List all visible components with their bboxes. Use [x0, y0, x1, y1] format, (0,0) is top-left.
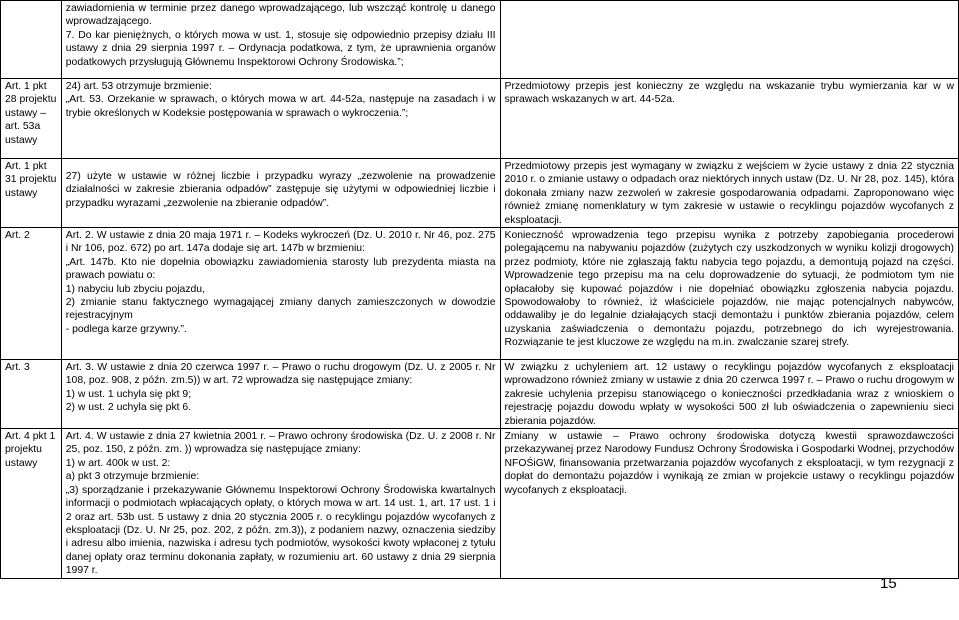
change-paragraph: - podlega karze grzywny.”.	[65, 323, 187, 335]
change-paragraph: Art. 4. W ustawie z dnia 27 kwietnia 2001 r. – Prawo ochrony środowiska (Dz. U. z 2008 r. Nr 25, poz. 150, z późn. zm. )) wprowadza się następujące zmiany:	[65, 431, 496, 456]
change-paragraph: 7. Do kar pieniężnych, o których mowa w ust. 1, stosuje się odpowiednio przepisy działu III ustawy z dnia 29 sierpnia 1997 r. – Ordynacja podatkowa, z tym, że uprawnienia organów podatkowych przysługują Głównemu Inspektorowi Ochrony Środowiska.”;	[65, 29, 496, 68]
table-row	[1, 159, 959, 228]
change-paragraph: 1) w art. 400k w ust. 2:	[65, 457, 171, 469]
article-cell: Art. 4 pkt 1 projektu ustawy	[1, 429, 62, 578]
change-cell	[61, 228, 500, 360]
article-cell: Art. 1 pkt 31 projektu ustawy	[1, 159, 62, 228]
table-row	[1, 360, 959, 429]
table-row	[1, 228, 959, 360]
change-cell	[61, 79, 500, 159]
change-paragraph: „Art. 53. Orzekanie w sprawach, o których mowa w art. 44-52a, następuje na zasadach i w trybie określonych w Kodeksie postępowania w sprawach o wykroczenia.”;	[65, 94, 496, 119]
change-paragraph: zawiadomienia w terminie przez danego wprowadzającego, lub wszcząć kontrolę u danego wprowadzającego.	[65, 3, 496, 28]
table-row	[1, 1, 959, 79]
table-row	[1, 429, 959, 578]
change-cell	[61, 1, 500, 79]
justification-cell: Konieczność wprowadzenia tego przepisu wynika z potrzeby zapobiegania procederowi polegającemu na nabywaniu pojazdów (zużytych czy uszkodzonych w wyniku kolizji drogowych) przez podmioty, które nie zgłaszają faktu nabycia tego pojazdu, a demontują pojazd na części. Wprowadzenie tego przepisu ma na celu doprowadzenie do sytuacji, że podmiotom tym nie opłacałoby się kupować pojazdów i nie dopełniać obowiązku zgłoszenia nabycia pojazdu. Spowodowałoby to również, iż właściciele pojazdów, nie mając potencjalnych nabywców, oddawaliby je do legalnie działających stacji demontażu i punktów zbierania pojazdów, celem uzyskania zaświadczenia o demontażu pojazdu, potrzebnego do ich wyrejestrowania. Rozwiązanie te jest kluczowe ze względu na m.in. zwalczanie szarej strefy.	[500, 228, 958, 360]
table-row	[1, 79, 959, 159]
change-paragraph: 1) w ust. 1 uchyla się pkt 9;	[65, 388, 192, 400]
justification-cell: Przedmiotowy przepis jest wymagany w związku z wejściem w życie ustawy z dnia 22 stycznia 2010 r. o zmianie ustawy o odpadach oraz niektórych innych ustaw (Dz. U. Nr 28, poz. 145), która dokonała zmiany nazw zezwoleń w zakresie gospodarowania odpadami. Zaproponowano więc również zmianę nomenklatury w tym zakresie w ustawie o recyklingu pojazdów wycofanych z eksploatacji.	[500, 159, 958, 228]
justification-cell	[500, 1, 958, 79]
article-cell	[1, 1, 62, 79]
change-paragraph: „3) sporządzanie i przekazywanie Głównemu Inspektorowi Ochrony Środowiska kwartalnych informacji o podmiotach wpłacających opłaty, o których mowa w art. 14 ust. 1, art. 17 ust. 1 i 2 oraz art. 53b ust. 5 ustawy z dnia 20 stycznia 2005 r. o recyklingu pojazdów wycofanych z eksploatacji (Dz. U. Nr 25, poz. 202, z późn. zm.3)), z podaniem nazwy, oznaczenia siedziby i adresu albo imienia, nazwiska i adresu tych podmiotów, wysokości kwoty wpłaconej z tytułu danej opłaty oraz terminu dokonania zapłaty, w rozumieniu art. 60 ustawy z dnia 29 sierpnia 1997 r.	[65, 484, 496, 577]
change-paragraph: Art. 2. W ustawie z dnia 20 maja 1971 r. – Kodeks wykroczeń (Dz. U. 2010 r. Nr 46, poz. 275 i Nr 106, poz. 672) po art. 147a dodaje się art. 147b w brzmieniu:	[65, 230, 496, 255]
article-cell: Art. 1 pkt 28 projektu ustawy – art. 53a ustawy	[1, 79, 62, 159]
change-paragraph: a) pkt 3 otrzymuje brzmienie:	[65, 471, 200, 483]
change-paragraph: Art. 3. W ustawie z dnia 20 czerwca 1997 r. – Prawo o ruchu drogowym (Dz. U. z 2005 r. Nr 108, poz. 908, z późn. zm.5)) w art. 72 wprowadza się następujące zmiany:	[65, 362, 496, 387]
change-cell	[61, 159, 500, 228]
change-paragraph: 2) w ust. 2 uchyla się pkt 6.	[65, 402, 192, 414]
change-cell	[61, 429, 500, 578]
justification-cell: W związku z uchyleniem art. 12 ustawy o recyklingu pojazdów wycofanych z eksploatacji wprowadzono również zmiany w ustawie z dnia 20 czerwca 1997 r. – Prawo o ruchu drogowym w zakresie uchylenia przepisu stanowiącego o konieczności przedkładania wraz z wnioskiem o rejestrację pojazdu dowodu wpłaty w wysokości 500 zł lub oświadczenia o zapewnieniu sieci zbierania pojazdów.	[500, 360, 958, 429]
page-number: 15	[880, 575, 897, 592]
change-paragraph: 2) zmianie stanu faktycznego wymagającej zmiany danych zamieszczonych w dowodzie rejestracyjnym	[65, 297, 496, 322]
change-paragraph: „Art. 147b. Kto nie dopełnia obowiązku zawiadomienia starosty lub prezydenta miasta na prawach powiatu o:	[65, 256, 496, 282]
justification-cell: Przedmiotowy przepis jest konieczny ze względu na wskazanie trybu wymierzania kar w w sprawach wskazanych w art. 44-52a.	[500, 79, 958, 159]
justification-cell: Zmiany w ustawie – Prawo ochrony środowiska dotyczą kwestii sprawozdawczości przekazywanej przez Narodowy Fundusz Ochrony Środowiska i Gospodarki Wodnej, przychodów NFOŚiGW, finansowania przetwarzania pojazdów wycofanych z eksploatacji, w tym rezygnacji z dopłat do demontażu pojazdów i wynikają ze zmian w projekcie ustawy o recyklingu pojazdów wycofanych z eksploatacji.	[500, 429, 958, 578]
change-paragraph: 1) nabyciu lub zbyciu pojazdu,	[65, 283, 205, 295]
change-paragraph: 24) art. 53 otrzymuje brzmienie:	[65, 81, 212, 92]
change-paragraph: 27) użyte w ustawie w różnej liczbie i przypadku wyrazy „zezwolenie na prowadzenie działalności w zakresie zbierania odpadów” zastępuje się użytymi w odpowiedniej liczbie i przypadku wyrazami „zezwolenie na zbieranie odpadów”.	[65, 171, 496, 209]
article-cell: Art. 3	[1, 360, 62, 429]
change-cell	[61, 360, 500, 429]
article-cell: Art. 2	[1, 228, 62, 360]
